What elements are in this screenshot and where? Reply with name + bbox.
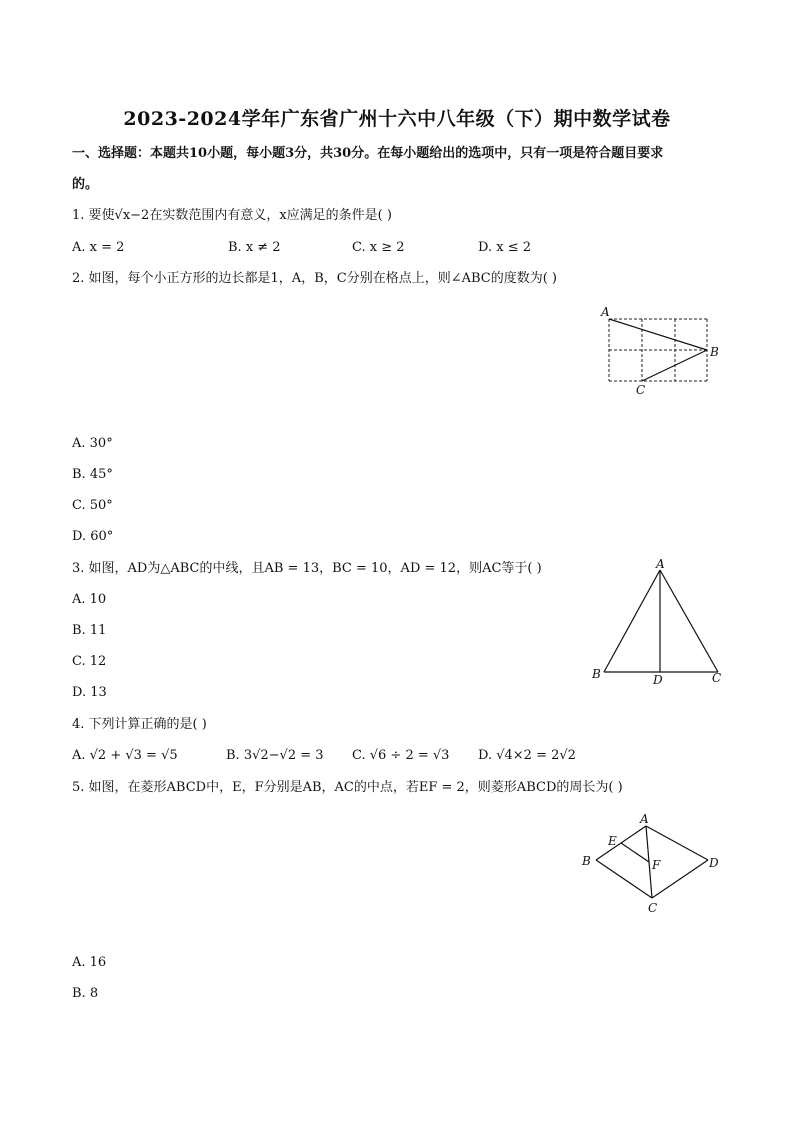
question-4-option-a[interactable]: A. √2 + √3 = √5 — [72, 748, 178, 763]
point-label-a: A — [640, 812, 649, 826]
page-title: 2023-2024学年广东省广州十六中八年级（下）期中数学试卷 — [123, 108, 671, 130]
question-1-option-a[interactable]: A. x = 2 — [72, 240, 125, 255]
point-label-c: C — [648, 901, 658, 915]
question-3-figure — [586, 556, 726, 690]
question-3-stem: 3. 如图，AD为△ABC的中线，且AB = 13，BC = 10，AD = 12，则AC等于( ) — [72, 561, 542, 576]
point-label-e: E — [608, 834, 617, 848]
question-5-stem: 5. 如图，在菱形ABCD中，E，F分别是AB，AC的中点，若EF = 2，则菱形ABCD的周长为( ) — [72, 780, 623, 795]
question-4-stem: 4. 下列计算正确的是( ) — [72, 717, 207, 732]
section-heading-line2: 的。 — [72, 177, 99, 192]
question-3-option-a[interactable]: A. 10 — [72, 592, 107, 607]
point-label-d: D — [709, 856, 719, 870]
question-2-option-a[interactable]: A. 30° — [72, 436, 113, 451]
question-2-stem: 2. 如图，每个小正方形的边长都是1，A，B，C分别在格点上，则∠ABC的度数为( ) — [72, 271, 557, 286]
question-5-option-a[interactable]: A. 16 — [72, 955, 107, 970]
point-label-c: C — [712, 671, 722, 685]
question-3-option-c[interactable]: C. 12 — [72, 654, 107, 669]
question-4-option-b[interactable]: B. 3√2−√2 = 3 — [226, 748, 324, 763]
question-1-option-c[interactable]: C. x ≥ 2 — [352, 240, 405, 255]
question-1-option-d[interactable]: D. x ≤ 2 — [478, 240, 531, 255]
point-label-a: A — [601, 305, 610, 319]
question-2-option-d[interactable]: D. 60° — [72, 529, 114, 544]
point-label-c: C — [636, 383, 646, 397]
question-2-option-c[interactable]: C. 50° — [72, 498, 113, 513]
point-label-f: F — [652, 858, 661, 872]
question-5-figure — [578, 808, 728, 918]
point-label-a: A — [656, 557, 665, 571]
question-3-option-d[interactable]: D. 13 — [72, 685, 107, 700]
question-4-option-d[interactable]: D. √4×2 = 2√2 — [478, 748, 576, 763]
question-3-option-b[interactable]: B. 11 — [72, 623, 107, 638]
question-4-option-c[interactable]: C. √6 ÷ 2 = √3 — [352, 748, 450, 763]
question-5-option-b[interactable]: B. 8 — [72, 986, 99, 1001]
section-heading-line1: 一、选择题：本题共10小题，每小题3分，共30分。在每小题给出的选项中，只有一项是符合题目要求 — [72, 146, 664, 161]
question-2-figure — [596, 300, 726, 400]
question-1-stem: 1. 要使√x−2在实数范围内有意义，x应满足的条件是( ) — [72, 208, 392, 223]
point-label-b: B — [592, 667, 601, 681]
question-1-option-b[interactable]: B. x ≠ 2 — [228, 240, 281, 255]
question-2-option-b[interactable]: B. 45° — [72, 467, 113, 482]
point-label-d: D — [653, 673, 663, 687]
point-label-b: B — [710, 345, 719, 359]
point-label-b: B — [582, 854, 591, 868]
